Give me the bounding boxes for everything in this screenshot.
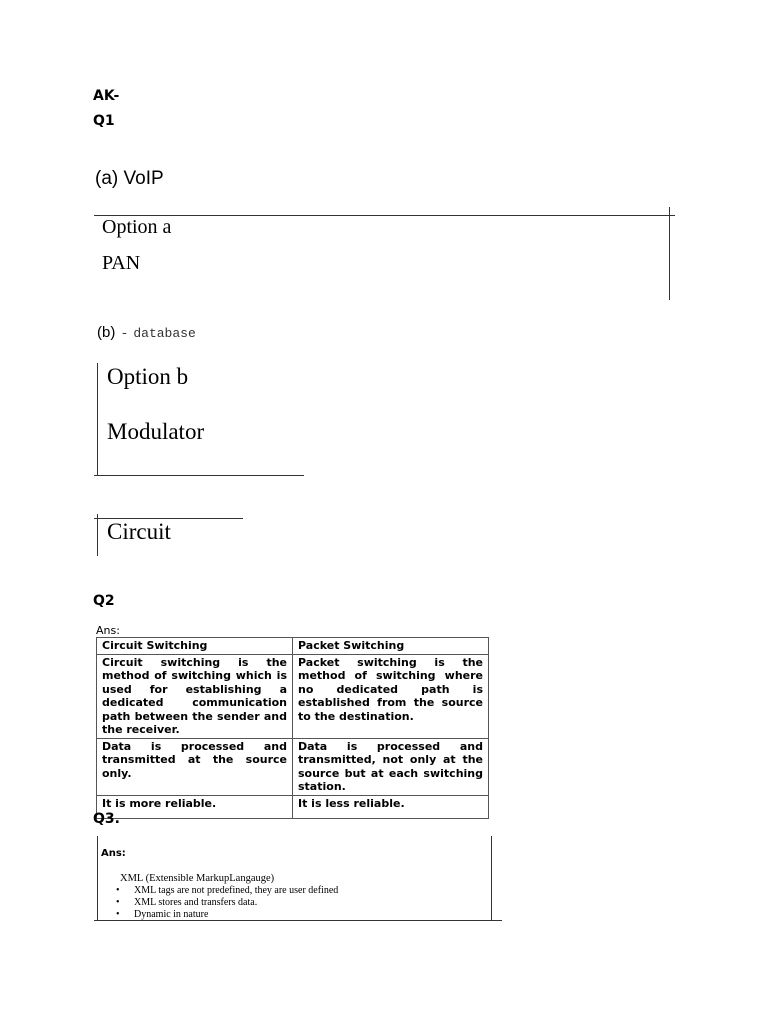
q3-heading: Q3. bbox=[93, 811, 120, 827]
table-cell: Packet switching is the method of switching where no dedicated path is established from the source to the destination. bbox=[293, 654, 489, 738]
q3-box-left-border bbox=[97, 836, 98, 921]
q3-bullet-list bbox=[108, 885, 480, 921]
table-cell: It is more reliable. bbox=[97, 795, 293, 818]
list-item: • Dynamic in nature bbox=[108, 909, 480, 921]
q2-ans-label: Ans: bbox=[96, 624, 120, 637]
q2-heading: Q2 bbox=[93, 593, 115, 609]
list-item: • XML stores and transfers data. bbox=[108, 897, 480, 909]
list-item: • XML tags are not predefined, they are user defined bbox=[108, 885, 480, 897]
q1b-value: database bbox=[133, 326, 196, 341]
q1b-option-value: Modulator bbox=[107, 419, 205, 444]
q1b-box-left-border bbox=[97, 363, 98, 476]
q1b-prefix: (b) bbox=[97, 324, 116, 341]
table-header-cell: Circuit Switching bbox=[97, 638, 293, 655]
table-row bbox=[97, 795, 489, 818]
q1b-label bbox=[97, 322, 196, 341]
table-header-cell: Packet Switching bbox=[293, 638, 489, 655]
table-cell: It is less reliable. bbox=[293, 795, 489, 818]
q1a-option-value: PAN bbox=[102, 252, 141, 274]
q1a-option-label: Option a bbox=[102, 216, 172, 238]
q1b-option-label: Option b bbox=[107, 364, 189, 389]
q3-title: XML (Extensible MarkupLangauge) bbox=[120, 873, 275, 884]
q1a-label: (a) VoIP bbox=[95, 168, 164, 189]
doc-label: AK- bbox=[93, 88, 120, 104]
q1a-box-right-border bbox=[669, 207, 670, 300]
table-cell: Circuit switching is the method of switching which is used for establishing a dedicated communication path between the sender and the receiver. bbox=[97, 654, 293, 738]
table-header-row bbox=[97, 638, 489, 655]
q3-box-right-border bbox=[491, 836, 492, 921]
q3-ans-label: Ans: bbox=[101, 848, 126, 859]
q1a-box-top-border bbox=[94, 215, 675, 216]
q1b-dash: - bbox=[120, 326, 129, 341]
table-cell: Data is processed and transmitted at the source only. bbox=[97, 738, 293, 795]
q1-heading: Q1 bbox=[93, 113, 115, 129]
q1b-box-bottom-border bbox=[94, 475, 304, 476]
table-row bbox=[97, 738, 489, 795]
q1c-box-left-border bbox=[97, 514, 98, 556]
q2-comparison-table bbox=[96, 637, 489, 819]
q3-answer-content bbox=[120, 872, 480, 921]
table-cell: Data is processed and transmitted, not only at the source but at each switching station. bbox=[293, 738, 489, 795]
table-row bbox=[97, 654, 489, 738]
q1c-value: Circuit bbox=[107, 519, 171, 544]
